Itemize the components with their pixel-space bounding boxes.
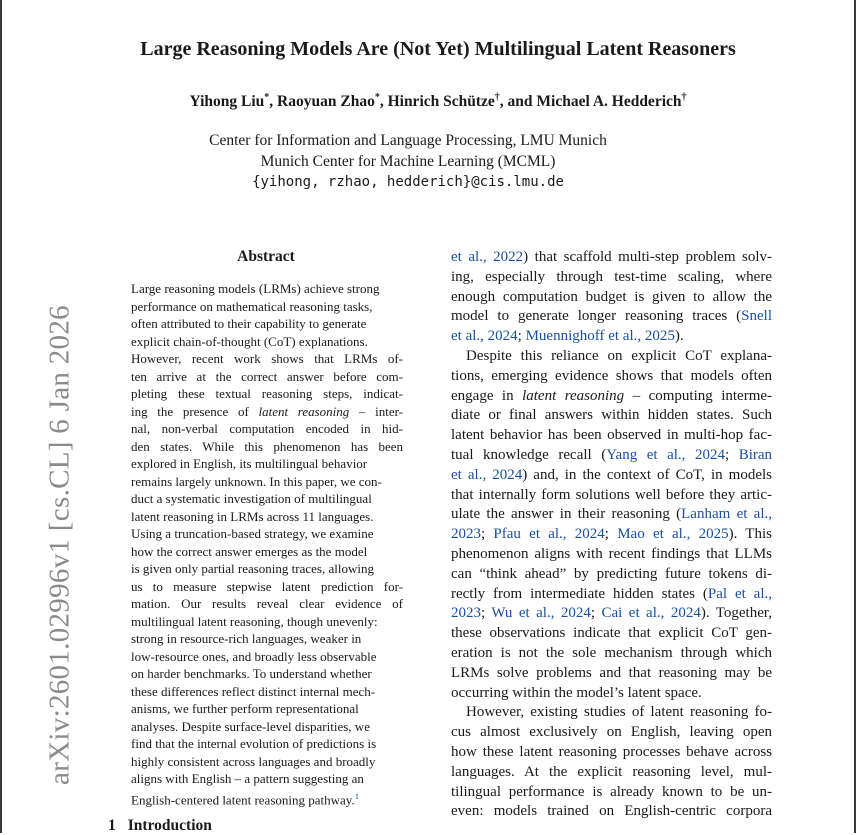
body-text: engage in xyxy=(451,387,523,404)
body-line: However, existing studies of latent reasoning fo- xyxy=(466,704,772,721)
body-line: LRMs solve problems and that reasoning may be xyxy=(451,664,772,681)
author-name: Hinrich Schütze xyxy=(387,93,495,111)
abstract-line: Large reasoning models (LRMs) achieve strong xyxy=(131,281,380,296)
body-text: rectly from intermediate hidden states ( xyxy=(451,585,708,602)
abstract-line-text: ing the presence of xyxy=(131,403,259,419)
citation-link[interactable]: Mao et al., 2025 xyxy=(617,526,729,543)
body-text: ) and, in the context of CoT, in models xyxy=(522,466,773,483)
abstract-line: these differences reflect distinct internal mech- xyxy=(131,683,376,699)
body-line: occurring within the model’s latent space. xyxy=(451,684,702,701)
body-line xyxy=(451,248,772,268)
body-line: that internally form solutions well before they artic- xyxy=(451,486,772,503)
body-text: ; xyxy=(590,605,602,622)
author-mark: * xyxy=(374,92,380,103)
author-name: Michael A. Hedderich xyxy=(536,93,682,111)
abstract-line: mation. Our results reveal clear evidence of xyxy=(131,596,403,611)
body-line: can “think ahead” by predicting future tokens di- xyxy=(451,565,772,582)
author-mark: * xyxy=(264,92,270,103)
body-text: ; xyxy=(724,446,739,463)
abstract-line-text: – inter- xyxy=(349,403,403,419)
body-text: ). This xyxy=(728,526,772,543)
citation-link[interactable]: et al., 2024 xyxy=(451,466,523,483)
author-name: Yihong Liu xyxy=(189,93,265,111)
abstract-line: remains largely unknown. In this paper, we con- xyxy=(131,473,382,489)
affiliations xyxy=(0,130,816,193)
author-mark: † xyxy=(681,92,687,103)
abstract-line: Using a truncation-based strategy, we examine xyxy=(131,526,374,541)
abstract-heading: Abstract xyxy=(237,248,295,265)
abstract-line: duct a systematic investigation of multilingual xyxy=(131,491,372,506)
abstract-line: multilingual latent reasoning, though unevenly: xyxy=(131,613,378,629)
body-line: Despite this reliance on explicit CoT explana- xyxy=(466,347,772,364)
body-emphasis: latent reasoning xyxy=(522,387,625,404)
citation-link[interactable]: Yang et al., 2024 xyxy=(606,446,725,463)
body-line xyxy=(451,525,772,545)
abstract-line xyxy=(131,403,403,421)
citation-link[interactable]: 2023 xyxy=(451,605,481,622)
abstract-line: how the correct answer emerges as the model xyxy=(131,543,368,559)
body-line: languages. At the explicit reasoning level, mul- xyxy=(451,763,772,780)
body-text: – computing interme- xyxy=(624,387,773,404)
section-number: 1 xyxy=(108,817,116,834)
citation-link[interactable]: et al., 2024 xyxy=(451,328,518,345)
body-line: eration is not the sole mechanism through which xyxy=(451,644,772,661)
abstract-line: anisms, we further perform representational xyxy=(131,701,359,716)
body-text: tual knowledge recall ( xyxy=(451,446,607,463)
body-line xyxy=(451,387,772,407)
body-line xyxy=(451,327,772,347)
abstract-line: explored in English, its multilingual behavior xyxy=(131,456,368,471)
body-line: latent behavior has been observed in multi-hop fac- xyxy=(451,427,772,444)
body-line: enough computation budget is given to allow the xyxy=(451,288,772,305)
body-line: these observations indicate that explicit CoT gen- xyxy=(451,625,772,642)
body-line: ing, especially through test-time scaling, where xyxy=(451,268,772,285)
citation-link[interactable]: Pfau et al., 2024 xyxy=(493,526,605,543)
abstract-line: aligns with English – a pattern suggesting an xyxy=(131,771,364,786)
body-text: ; xyxy=(481,526,494,543)
abstract-line: find that the internal evolution of predictions is xyxy=(131,736,377,751)
abstract-line: ten arrive at the correct answer before com- xyxy=(131,368,403,384)
affiliation-line: Munich Center for Machine Learning (MCML) xyxy=(260,153,556,170)
abstract-line: nal, non-verbal computation encoded in hid- xyxy=(131,421,403,436)
author-separator: , xyxy=(379,93,388,111)
section-title: Introduction xyxy=(127,817,212,834)
citation-link[interactable]: Wu et al., 2024 xyxy=(491,605,591,622)
body-line: even: models trained on English-centric corpora xyxy=(451,803,772,820)
body-text: ). Together, xyxy=(700,605,773,622)
body-line xyxy=(451,307,772,327)
page-border-left xyxy=(0,0,2,833)
citation-link[interactable]: et al., 2022 xyxy=(451,249,524,265)
citation-link[interactable]: Snell xyxy=(741,308,772,325)
body-text: ; xyxy=(517,328,526,345)
abstract-line: performance on mathematical reasoning tasks, xyxy=(131,298,373,314)
abstract-line: analyses. Despite surface-level disparities, we xyxy=(131,718,370,734)
email-address[interactable]: {yihong, rzhao, hedderich}@cis.lmu.de xyxy=(252,174,564,190)
author-list xyxy=(0,92,856,111)
abstract-line: den states. While this phenomenon has been xyxy=(131,438,403,454)
abstract-line: However, recent work shows that LRMs of- xyxy=(131,351,403,366)
right-column-body xyxy=(451,248,772,822)
abstract-line: pleting these textual reasoning steps, indicat- xyxy=(131,386,403,401)
abstract-line: highly consistent across languages and broadly xyxy=(131,753,376,769)
body-text: ulate the answer in their reasoning ( xyxy=(451,506,682,523)
citation-link[interactable]: Muennighoff et al., 2025 xyxy=(525,328,675,345)
body-line xyxy=(451,505,772,525)
abstract-line: strong in resource-rich languages, weaker in xyxy=(131,631,362,646)
body-text: ). xyxy=(674,328,684,345)
body-line xyxy=(451,466,772,486)
body-line: how these latent reasoning processes behave across xyxy=(451,743,772,760)
abstract-line: us to measure stepwise latent prediction for- xyxy=(131,578,403,594)
citation-link[interactable]: Lanham et al., xyxy=(681,506,773,523)
body-line: tions, emerging evidence shows that models often xyxy=(451,367,772,384)
author-separator: , and xyxy=(499,93,537,111)
arxiv-identifier: arXiv:2601.02996v1 [cs.CL] 6 Jan 2026 xyxy=(43,305,76,785)
abstract-body xyxy=(131,280,403,805)
abstract-line: is given only partial reasoning traces, allowing xyxy=(131,561,374,576)
author-separator: , xyxy=(269,93,278,111)
paper-title: Large Reasoning Models Are (Not Yet) Multilingual Latent Reasoners xyxy=(140,38,736,60)
body-text: model to generate longer reasoning traces ( xyxy=(451,308,742,325)
abstract-line: explicit chain-of-thought (CoT) explanations. xyxy=(131,333,368,349)
abstract-line: on harder benchmarks. To understand whether xyxy=(131,666,372,681)
author-name: Raoyuan Zhao xyxy=(277,93,375,111)
citation-link[interactable]: Cai et al., 2024 xyxy=(601,605,701,622)
abstract-emphasis: latent reasoning xyxy=(258,403,350,419)
body-text: ; xyxy=(481,605,492,622)
abstract-line xyxy=(131,788,403,806)
body-line xyxy=(451,604,772,624)
citation-link[interactable]: Biran xyxy=(738,446,773,463)
affiliation-line: Center for Information and Language Processing, LMU Munich xyxy=(209,132,607,149)
body-line xyxy=(451,446,772,466)
section-heading-introduction xyxy=(108,817,212,835)
body-line: diate or final answers within hidden states. Such xyxy=(451,407,772,424)
body-line: phenomenon aligns with recent findings that LLMs xyxy=(451,545,772,562)
abstract-line: low-resource ones, and broadly less observable xyxy=(131,648,377,664)
author-mark: † xyxy=(494,92,500,103)
footnote-marker[interactable]: 1 xyxy=(354,790,359,801)
body-line xyxy=(451,585,772,605)
citation-link[interactable]: 2023 xyxy=(451,526,481,543)
abstract-line-text: English-centered latent reasoning pathway. xyxy=(131,791,355,807)
body-line: cus almost exclusively on English, leaving open xyxy=(451,724,772,741)
citation-link[interactable]: Pal et al., xyxy=(707,585,772,602)
body-text: ; xyxy=(604,526,618,543)
body-text: ) that scaffold multi-step problem solv- xyxy=(523,249,772,265)
abstract-line: often attributed to their capability to generate xyxy=(131,316,367,331)
abstract-line: latent reasoning in LRMs across 11 languages. xyxy=(131,508,374,524)
body-line: tilingual performance is already known to be un- xyxy=(451,783,772,800)
